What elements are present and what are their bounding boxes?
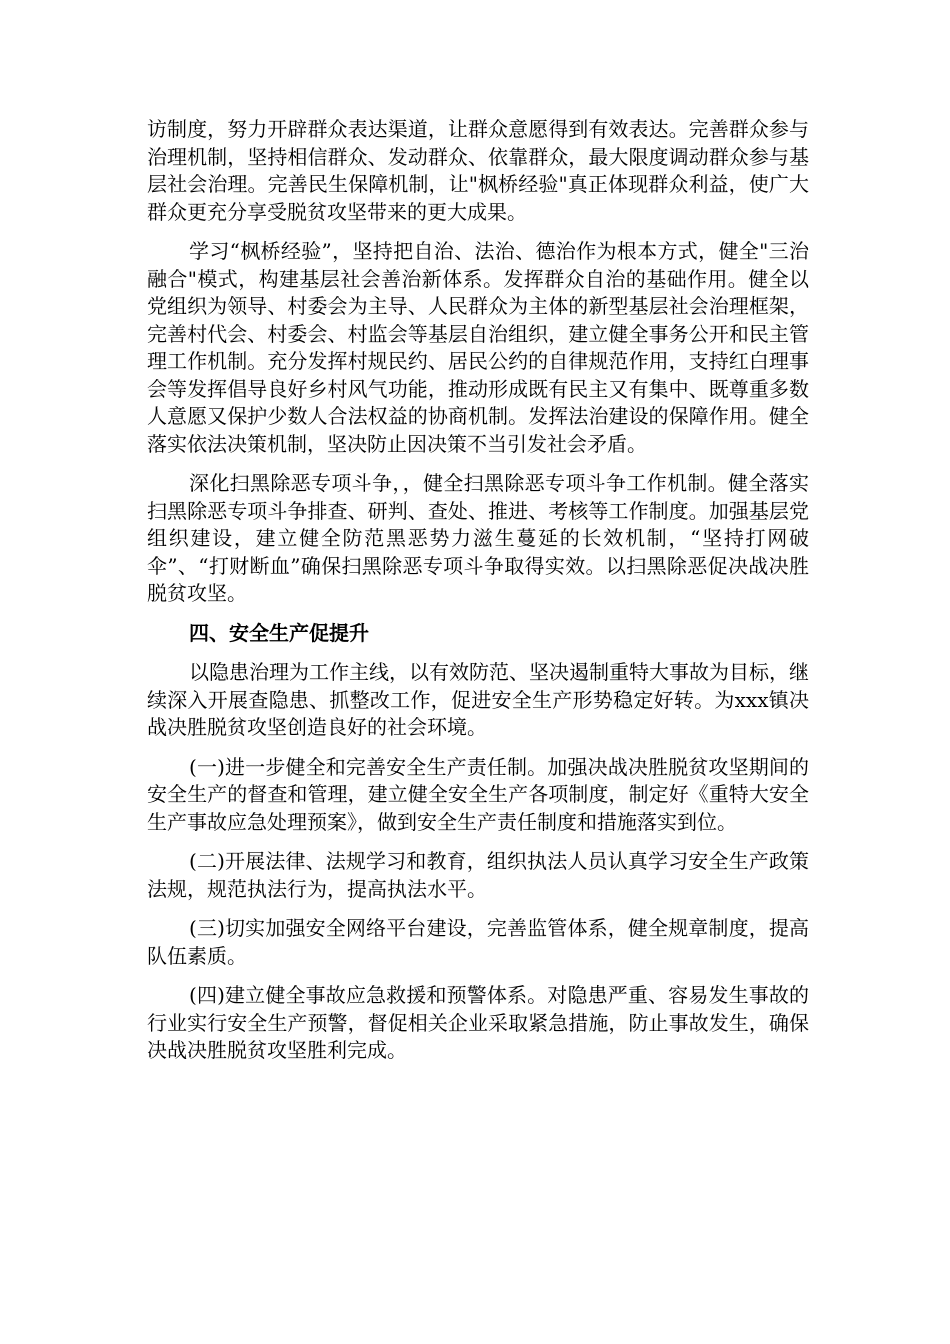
paragraph-2: 学习“枫桥经验”，坚持把自治、法治、德治作为根本方式，健全"三治融合"模式，构建基层社会善治新体系。发挥群众自治的基础作用。健全以党组织为领导、村委会为主导、人民群众为主体的新型基层社会治理框架，完善村代会、村委会、村监会等基层自治组织，建立健全事务公开和民主管理工作机制。充分发挥村规民约、居民公约的自律规范作用，支持红白理事会等发挥倡导良好乡村风气功能，推动形成既有民主又有集中、既尊重多数人意愿又保护少数人合法权益的协商机制。发挥法治建设的保障作用。健全落实依法决策机制，坚决防止因决策不当引发社会矛盾。: [147, 239, 809, 456]
section-paragraph-1: 以隐患治理为工作主线，以有效防范、坚决遏制重特大事故为目标，继续深入开展查隐患、抓整改工作，促进安全生产形势稳定好转。为xxx镇决战决胜脱贫攻坚创造良好的社会环境。: [147, 660, 809, 739]
section-paragraph-5: (四)建立健全事故应急救援和预警体系。对隐患严重、容易发生事故的行业实行安全生产预警，督促相关企业采取紧急措施，防止事故发生，确保决战决胜脱贫攻坚胜利完成。: [147, 983, 809, 1062]
paragraph-3: 深化扫黑除恶专项斗争，，健全扫黑除恶专项斗争工作机制。健全落实扫黑除恶专项斗争排查、研判、查处、推进、考核等工作制度。加强基层党组织建设，建立健全防范黑恶势力滋生蔓延的长效机制，“坚持打网破伞”、“打财断血”确保扫黑除恶专项斗争取得实效。以扫黑除恶促决战决胜脱贫攻坚。: [147, 471, 809, 605]
section-paragraph-4: (三)切实加强安全网络平台建设，完善监管体系，健全规章制度，提高队伍素质。: [147, 916, 809, 968]
section-paragraph-2: (一)进一步健全和完善安全生产责任制。加强决战决胜脱贫攻坚期间的安全生产的督查和管理，建立健全安全生产各项制度，制定好《重特大安全生产事故应急处理预案》，做到安全生产责任制度和措施落实到位。: [147, 754, 809, 834]
section-heading: 四、安全生产促提升: [189, 620, 369, 645]
paragraph-1: 访制度，努力开辟群众表达渠道，让群众意愿得到有效表达。完善群众参与治理机制，坚持相信群众、发动群众、依靠群众，最大限度调动群众参与基层社会治理。完善民生保障机制，让"枫桥经验"真正体现群众利益，使广大群众更充分享受脱贫攻坚带来的更大成果。: [147, 117, 809, 224]
document-page: [147, 116, 809, 1077]
section-paragraph-3: (二)开展法律、法规学习和教育，组织执法人员认真学习安全生产政策法规，规范执法行为，提高执法水平。: [147, 849, 809, 901]
